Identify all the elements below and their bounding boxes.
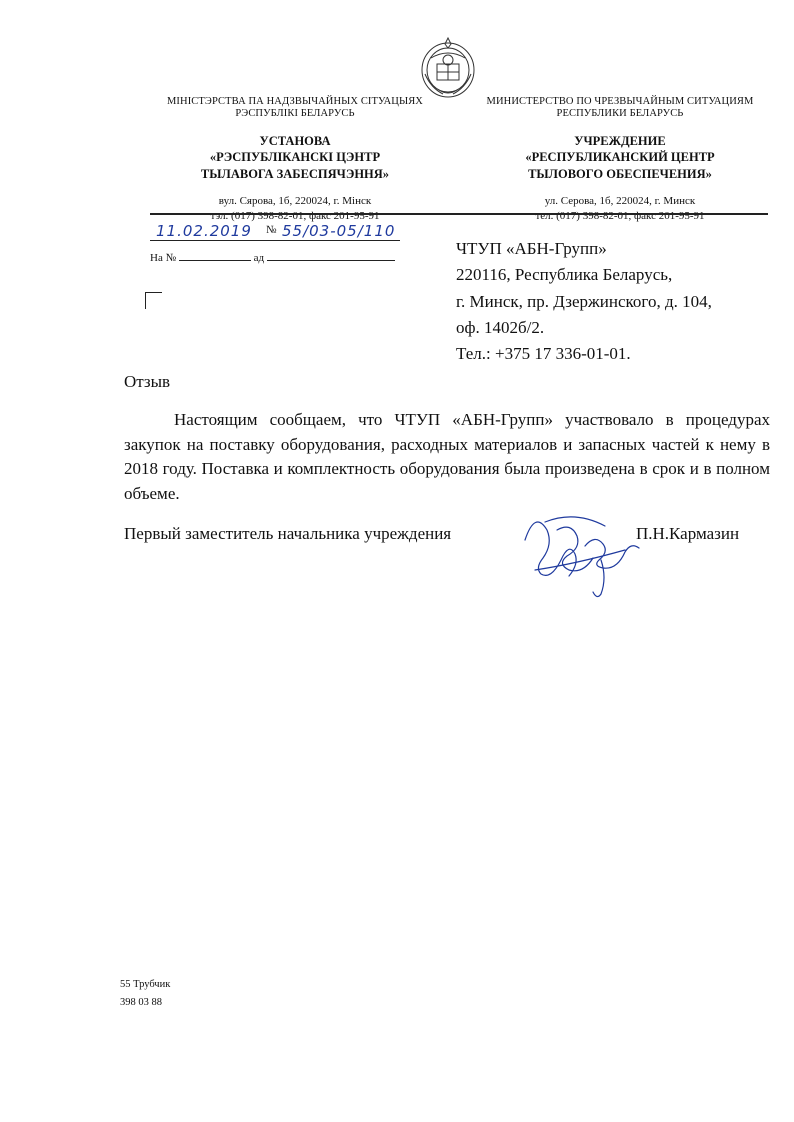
- document-type: Отзыв: [124, 372, 171, 391]
- signatory-title: Первый заместитель начальника учреждения: [124, 524, 452, 543]
- executor-phone: 398 03 88: [120, 997, 162, 1009]
- number-sign: №: [266, 224, 277, 236]
- executor-name: 55 Трубчик: [120, 979, 171, 990]
- ministry-line: РЭСПУБЛІКІ БЕЛАРУСЬ: [235, 108, 355, 120]
- reference-date-blank: [267, 249, 395, 261]
- address-line: вул. Сярова, 1б, 220024, г. Мінск: [218, 194, 372, 207]
- reference-date-label: ад: [253, 252, 265, 264]
- address-line: ул. Серова, 1б, 220024, г. Минск: [544, 194, 696, 207]
- phone-line: тел. (017) 398-82-01, факс 201-95-91: [535, 209, 705, 222]
- reference-number-label: На №: [150, 252, 177, 264]
- header-left-block: [150, 96, 440, 224]
- executor-block: [120, 976, 170, 1013]
- handwritten-signature-icon: [505, 500, 665, 600]
- ministry-line: МИНИСТЕРСТВО ПО ЧРЕЗВЫЧАЙНЫМ СИТУАЦИЯМ: [486, 96, 754, 107]
- reference-line: [150, 249, 420, 264]
- address-block-ru: [470, 194, 770, 224]
- header-divider: [150, 213, 768, 215]
- ministry-name-by: [150, 96, 440, 120]
- outgoing-number: 55/03-05/110: [282, 222, 396, 240]
- address-block-by: [150, 194, 440, 224]
- address-corner-mark: [145, 292, 162, 309]
- recipient-name: ЧТУП «АБН-Групп»: [456, 239, 607, 258]
- recipient-address-line: оф. 1402б/2.: [456, 318, 545, 338]
- body-paragraph: Настоящим сообщаем, что ЧТУП «АБН-Групп» участвовало в процедурах закупок на поставку оборудования, расходных материалов и запасных частей к нему в 2018 году. Поставка и комплектность оборудования была произведена в срок и в полном объеме.: [124, 410, 770, 503]
- signatory-name: П.Н.Кармазин: [636, 524, 740, 543]
- org-line: «РЭСПУБЛІКАНСКІ ЦЭНТР: [209, 150, 381, 165]
- recipient-address-line: 220116, Республика Беларусь,: [456, 265, 673, 285]
- recipient-block: [456, 236, 712, 368]
- organization-name-ru: [470, 133, 770, 182]
- recipient-phone: Тел.: +375 17 336-01-01.: [456, 344, 631, 364]
- outgoing-date: 11.02.2019: [156, 222, 252, 240]
- recipient-address-line: г. Минск, пр. Дзержинского, д. 104,: [456, 291, 712, 311]
- organization-name-by: [150, 133, 440, 182]
- ministry-line: МІНІСТЭРСТВА ПА НАДЗВЫЧАЙНЫХ СІТУАЦЫЯХ: [167, 96, 423, 107]
- org-line: ТЫЛАВОГА ЗАБЕСПЯЧЭННЯ»: [200, 166, 390, 181]
- ministry-name-ru: [470, 96, 770, 120]
- phone-line: тэл. (017) 398-82-01, факс 201-95-91: [210, 209, 380, 222]
- header-right-block: [470, 96, 770, 224]
- org-line: «РЕСПУБЛИКАНСКИЙ ЦЕНТР: [525, 150, 715, 165]
- reference-number-blank: [179, 249, 251, 261]
- outgoing-number-line: [150, 222, 400, 240]
- org-line: ТЫЛОВОГО ОБЕСПЕЧЕНИЯ»: [528, 166, 712, 181]
- org-line: УЧРЕЖДЕНИЕ: [574, 134, 666, 149]
- outgoing-underline: [150, 240, 400, 241]
- state-emblem-icon: [419, 34, 477, 100]
- ministry-line: РЕСПУБЛИКИ БЕЛАРУСЬ: [556, 108, 684, 120]
- org-line: УСТАНОВА: [259, 134, 331, 149]
